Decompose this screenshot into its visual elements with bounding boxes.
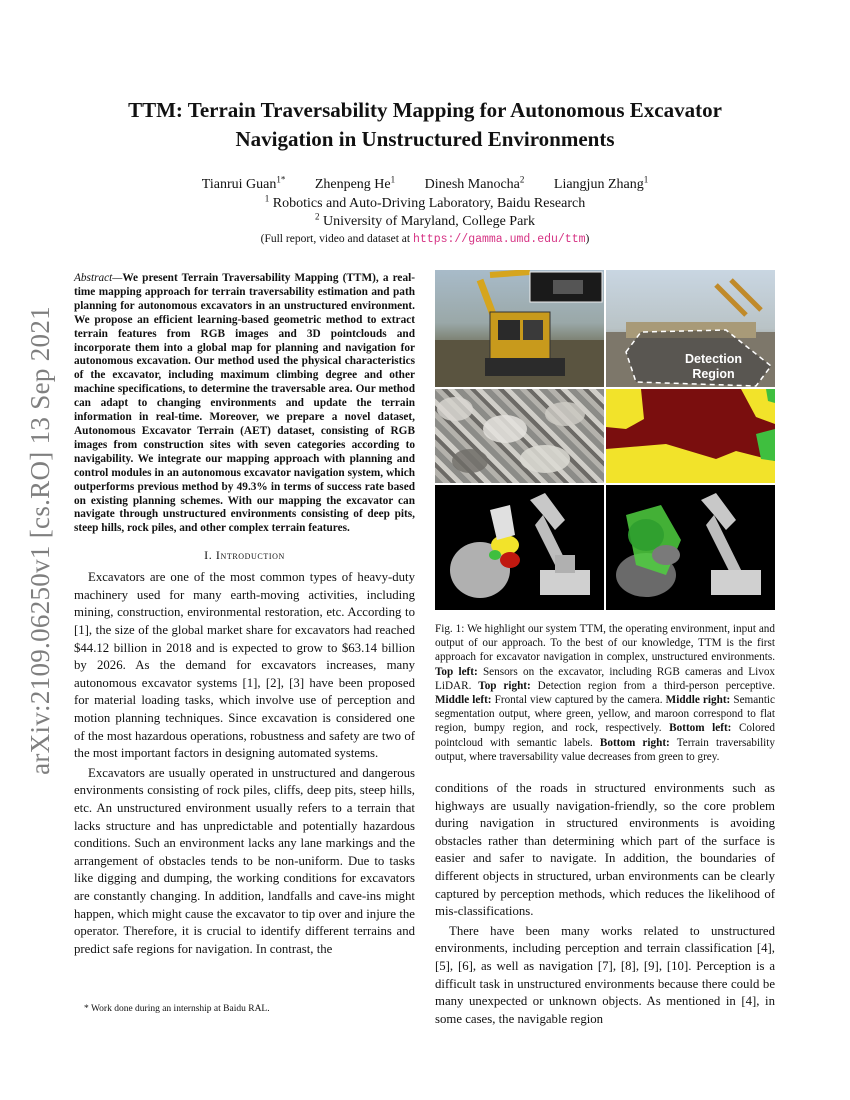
traversability-map-illustration	[606, 485, 775, 610]
paragraph: There have been many works related to unstructured environments, including perception and terrain classification [4], [5], [6], as well as navigation [7], [8], [9], [10]. Perception is a difficult task in unstructured environments because there could be many unexpected or unknown objects. As mentioned in [4], in some cases, the navigable region	[435, 923, 775, 1026]
paragraph: Excavators are one of the most common types of heavy-duty machinery used for many earth-moving activities, including mining, construction, environmental restoration, etc. According to [1], the size of the global market share for excavators had reached $44.12 billion in 2018 and is expected to grow to $63.14 billion by 2026. As the demand for excavators increases, many autonomous excavator systems [1], [2], [3] have been proposed for material loading tasks, which involve use of perception and motion planning techniques. Since excavation is considered one of the most hazardous operations, robustness and safety are two of the most important factors in designing automated systems.	[74, 570, 415, 761]
left-column	[74, 272, 415, 958]
author-list	[70, 175, 780, 195]
pointcloud-excavator-illustration	[435, 485, 604, 610]
author: Zhenpeng He$^1$	[314, 174, 396, 192]
detection-region-label: Detection Region	[685, 352, 742, 381]
title-line-2: Navigation in Unstructured Environments	[235, 127, 615, 151]
panel-colored-pointcloud	[435, 485, 604, 610]
affiliation: $^2$ University of Maryland, College Park	[315, 211, 535, 229]
affiliation: $^1$ Robotics and Auto-Driving Laboratory, Baidu Research	[264, 193, 586, 211]
excavator-sensors-illustration	[435, 270, 604, 387]
title-line-1: TTM: Terrain Traversability Mapping for Autonomous Excavator	[128, 98, 722, 122]
author: Dinesh Manocha$^2$	[424, 174, 525, 192]
paragraph: Excavators are usually operated in unstructured and dangerous environments consisting of rock piles, cliffs, deep pits, steep hills, etc. An unstructured environment usually refers to a terrain that lacks structure and has unpredictable and potentially hazardous conditions. Such an environment lacks any lane markings and the arrangement of obstacles tends to be non-uniform. Due to tasks like digging and dumping, the working conditions for excavators are constantly changing. In addition, landfalls and cave-ins might happen, which might cause the excavator to tip over and injure the operator. Therefore, it is crucial to identify different terrains and predict safe regions for navigation. In contrast, the	[74, 765, 415, 956]
footnote: * Work done during an internship at Baidu RAL.	[84, 1004, 270, 1014]
panel-semantic-segmentation	[606, 389, 775, 483]
full-report-line: (Full report, video and dataset at https://gamma.umd.edu/ttm)	[260, 233, 590, 246]
section-heading-introduction: I. Introduction	[204, 548, 285, 563]
paper-title	[70, 96, 780, 154]
abstract: Abstract—We present Terrain Traversability Mapping (TTM), a real-time mapping approach for terrain traversability estimation and path planning for autonomous excavators in an unstructured environment. We propose an efficient learning-based geometric method to extract terrain features from RGB images and 3D pointclouds and incorporate them into a global map for planning and navigation for autonomous excavation. Our method used the physical characteristics of the excavator, including maximum climbing degree and other machine specifications, to determine the traversable area. Our method can adapt to changing environments and update the terrain information in real-time. Moreover, we prepare a novel dataset, Autonomous Excavator Terrain (AET) dataset, consisting of RGB images from construction sites with seven categories according to navigability. We integrate our mapping approach with planning and control modules in an autonomous excavator navigation system, which outperforms previous method by 49.3% in terms of success rate based on existing planning schemes. With our mapping the excavator can navigate through unstructured environments consisting of deep pits, steep hills, rock piles, and other complex terrain features.	[74, 272, 415, 535]
panel-traversability-output	[606, 485, 775, 610]
panel-frontal-view-photo	[435, 389, 604, 483]
arxiv-stamp	[10, 300, 70, 780]
figure-1-caption: Fig. 1: We highlight our system TTM, the operating environment, input and output of our approach. To the best of our knowledge, TTM is the first approach for excavator navigation in complex, unstructured environments. Top left: Sensors on the excavator, including RGB cameras and Livox LiDAR. Top right: Detection region from a third-person perceptive. Middle left: Frontal view captured by the camera. Middle right: Semantic segmentation output, where green, yellow, and maroon correspond to flat region, bumpy region, and rock, respectively. Bottom left: Colored pointcloud with semantic labels. Bottom right: Terrain traversability output, where traversability value decreases from green to grey.	[435, 623, 776, 763]
right-column	[435, 270, 775, 1028]
figure-1	[435, 270, 775, 610]
panel-detection-region-photo	[606, 270, 775, 387]
segmentation-map-illustration	[606, 389, 775, 483]
author: Liangjun Zhang$^1$	[553, 174, 649, 192]
panel-sensors-photo	[435, 270, 604, 387]
rock-pile-illustration	[435, 389, 604, 483]
project-url-link[interactable]: https://gamma.umd.edu/ttm	[412, 233, 586, 246]
arxiv-stamp-text: arXiv:2109.06250v1 [cs.RO] 13 Sep 2021	[24, 305, 55, 775]
author: Tianrui Guan$^{1*}$	[201, 174, 286, 192]
right-body-text	[435, 780, 775, 1028]
paragraph: conditions of the roads in structured environments such as highways are usually navigation-friendly, so the core problem during navigation in structured environments is avoiding obstacles rather than determining which part of the surface is easier and safer to navigate. In addition, the boundaries of different objects in structured, urban environments can be clearly captured by perception methods, which reduces the likelihood of mis-classifications.	[435, 781, 775, 919]
